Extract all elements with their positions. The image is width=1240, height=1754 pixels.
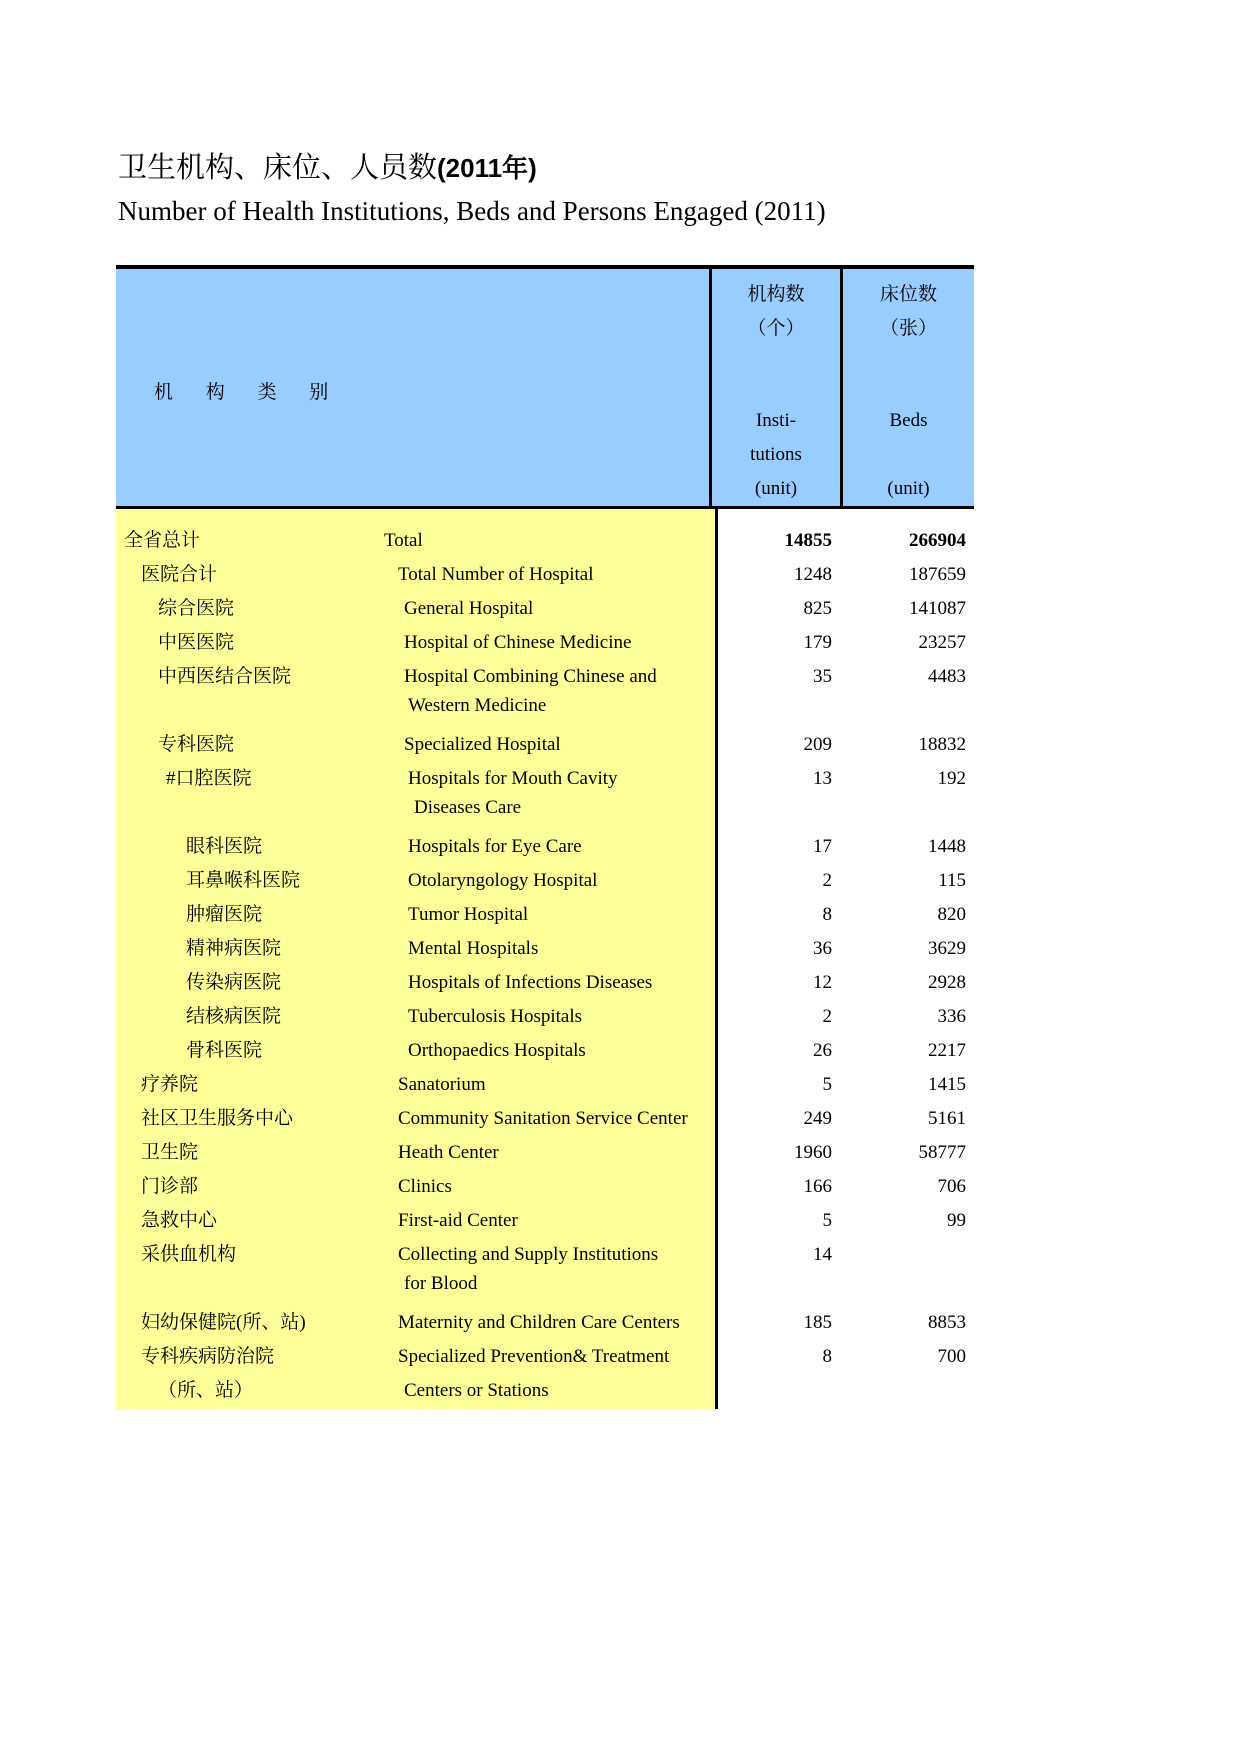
table-row [116, 797, 974, 831]
row-value-institutions: 17 [813, 836, 832, 857]
row-value-beds: 58777 [918, 1142, 966, 1163]
table-row [116, 1103, 974, 1137]
page-title-chinese [118, 148, 1018, 188]
row-value-institutions: 12 [813, 972, 832, 993]
row-label-english: Tuberculosis Hospitals [408, 1006, 583, 1027]
row-label-chinese: 传染病医院 [186, 972, 282, 993]
table-row [116, 661, 974, 695]
header-cell-beds [843, 269, 974, 506]
row-label-english: Community Sanitation Service Center [398, 1108, 688, 1129]
table-row [116, 1341, 974, 1375]
row-value-beds: 8853 [928, 1312, 966, 1333]
row-value-institutions: 166 [803, 1176, 832, 1197]
row-label-english: Diseases Care [414, 797, 522, 818]
header-beds-cn-name: 床位数 [879, 284, 937, 305]
row-value-beds: 23257 [918, 632, 966, 653]
table-row [116, 695, 974, 729]
table-row [116, 865, 974, 899]
title-block [118, 148, 1018, 230]
row-label-chinese: 中医医院 [158, 632, 235, 653]
row-label-english: Collecting and Supply Institutions [398, 1244, 659, 1265]
row-value-institutions: 185 [803, 1312, 832, 1333]
row-label-english: Orthopaedics Hospitals [408, 1040, 586, 1061]
row-label-english: Specialized Prevention& Treatment [398, 1346, 670, 1367]
header-cell-institutions [712, 269, 843, 506]
header-institutions-cn-unit: （个） [747, 318, 805, 339]
row-label-english: Centers or Stations [404, 1380, 549, 1401]
row-value-beds: 2217 [928, 1040, 966, 1061]
table-row [116, 729, 974, 763]
row-label-english: Hospital of Chinese Medicine [404, 632, 632, 653]
row-label-chinese: 急救中心 [141, 1210, 218, 1231]
page-title-chinese-text: 卫生机构、床位、人员数 [118, 152, 438, 184]
row-value-institutions: 209 [803, 734, 832, 755]
row-label-chinese: 门诊部 [141, 1176, 199, 1197]
table-row [116, 899, 974, 933]
row-value-institutions: 26 [813, 1040, 832, 1061]
row-value-institutions: 249 [803, 1108, 832, 1129]
row-label-english: First-aid Center [398, 1210, 518, 1231]
row-label-chinese: 精神病医院 [186, 938, 282, 959]
row-label-chinese: 结核病医院 [186, 1006, 282, 1027]
header-institutions-en-line2: tutions [750, 444, 802, 465]
row-value-institutions: 14 [813, 1244, 832, 1265]
row-value-institutions: 179 [803, 632, 832, 653]
row-label-english: Total [384, 530, 423, 551]
row-value-institutions: 2 [822, 1006, 832, 1027]
row-value-beds: 266904 [909, 530, 966, 551]
table-row [116, 1239, 974, 1273]
table-row [116, 831, 974, 865]
row-value-beds: 706 [937, 1176, 966, 1197]
row-value-beds: 5161 [928, 1108, 966, 1129]
table-row [116, 1001, 974, 1035]
row-label-chinese: 综合医院 [158, 598, 235, 619]
row-value-beds: 18832 [918, 734, 966, 755]
row-label-english: General Hospital [404, 598, 534, 619]
row-value-beds: 141087 [909, 598, 966, 619]
table-row [116, 1069, 974, 1103]
row-value-institutions: 2 [822, 870, 832, 891]
row-label-english: Total Number of Hospital [398, 564, 594, 585]
row-value-beds: 700 [937, 1346, 966, 1367]
table-row [116, 933, 974, 967]
row-label-english: Clinics [398, 1176, 452, 1197]
row-value-beds: 1415 [928, 1074, 966, 1095]
row-label-chinese: 中西医结合医院 [158, 666, 292, 687]
header-beds-en-unit: (unit) [887, 478, 930, 499]
row-label-chinese: 全省总计 [124, 530, 201, 551]
table-row [116, 967, 974, 1001]
table-row [116, 1035, 974, 1069]
row-label-english: Sanatorium [398, 1074, 486, 1095]
row-label-chinese: 疗养院 [141, 1074, 199, 1095]
row-label-chinese: （所、站） [158, 1380, 254, 1401]
row-label-chinese: 专科医院 [158, 734, 235, 755]
row-value-beds: 192 [937, 768, 966, 789]
row-label-english: Western Medicine [408, 695, 547, 716]
row-value-beds: 820 [937, 904, 966, 925]
row-label-chinese: 骨科医院 [186, 1040, 263, 1061]
row-label-chinese: 卫生院 [141, 1142, 199, 1163]
table-row [116, 627, 974, 661]
row-label-chinese: 耳鼻喉科医院 [186, 870, 301, 891]
header-cell-category [116, 269, 712, 506]
health-statistics-table [116, 265, 974, 1409]
header-institutions-cn-name: 机构数 [747, 284, 805, 305]
row-label-english: Hospitals for Eye Care [408, 836, 582, 857]
row-value-institutions: 825 [803, 598, 832, 619]
row-value-beds: 4483 [928, 666, 966, 687]
table-row [116, 1375, 974, 1409]
row-value-beds: 115 [938, 870, 966, 891]
row-label-chinese: #口腔医院 [166, 768, 252, 789]
row-value-institutions: 13 [813, 768, 832, 789]
table-row [116, 1307, 974, 1341]
table-row [116, 763, 974, 797]
row-value-institutions: 5 [822, 1074, 832, 1095]
table-body [116, 509, 974, 1409]
row-label-english: Maternity and Children Care Centers [398, 1312, 680, 1333]
category-column-divider [715, 509, 718, 1409]
page-title-english: Number of Health Institutions, Beds and Persons Engaged (2011) [118, 196, 826, 226]
header-beds-cn-unit: （张） [879, 318, 937, 339]
row-label-english: Heath Center [398, 1142, 499, 1163]
row-label-chinese: 社区卫生服务中心 [141, 1108, 294, 1129]
header-institutions-en-unit: (unit) [754, 478, 798, 499]
row-value-institutions: 8 [822, 1346, 832, 1367]
row-label-english: Tumor Hospital [408, 904, 529, 925]
row-value-institutions: 1248 [794, 564, 832, 585]
header-beds-en-line1: Beds [889, 410, 928, 431]
table-row [116, 593, 974, 627]
table-row [116, 525, 974, 559]
row-label-chinese: 采供血机构 [141, 1244, 237, 1265]
row-value-institutions: 14855 [784, 530, 832, 551]
row-label-english: Hospital Combining Chinese and [404, 666, 657, 687]
row-label-chinese: 医院合计 [141, 564, 218, 585]
row-label-english: Otolaryngology Hospital [408, 870, 598, 891]
page-title-year: (2011年) [437, 153, 537, 183]
row-value-beds: 3629 [928, 938, 966, 959]
table-header [116, 269, 974, 506]
row-label-english: Hospitals of Infections Diseases [408, 972, 653, 993]
row-label-english: for Blood [404, 1273, 478, 1294]
table-row [116, 559, 974, 593]
row-label-chinese: 专科疾病防治院 [141, 1346, 275, 1367]
table-row [116, 1137, 974, 1171]
row-value-institutions: 35 [813, 666, 832, 687]
table-row [116, 1273, 974, 1307]
row-value-beds: 336 [937, 1006, 966, 1027]
row-label-chinese: 妇幼保健院(所、站) [141, 1312, 306, 1333]
row-label-english: Mental Hospitals [408, 938, 539, 959]
row-value-institutions: 8 [822, 904, 832, 925]
row-value-beds: 2928 [928, 972, 966, 993]
table-row [116, 1171, 974, 1205]
row-label-chinese: 肿瘤医院 [186, 904, 263, 925]
row-value-beds: 99 [947, 1210, 966, 1231]
row-label-chinese: 眼科医院 [186, 836, 263, 857]
header-category-label: 机 构 类 别 [154, 382, 343, 403]
row-label-english: Specialized Hospital [404, 734, 561, 755]
table-row [116, 1205, 974, 1239]
row-label-english: Hospitals for Mouth Cavity [408, 768, 618, 789]
row-value-beds: 1448 [928, 836, 966, 857]
row-value-institutions: 1960 [794, 1142, 832, 1163]
row-value-institutions: 36 [813, 938, 832, 959]
row-value-beds: 187659 [909, 564, 966, 585]
row-value-institutions: 5 [822, 1210, 832, 1231]
header-institutions-en-line1: Insti- [755, 410, 797, 431]
